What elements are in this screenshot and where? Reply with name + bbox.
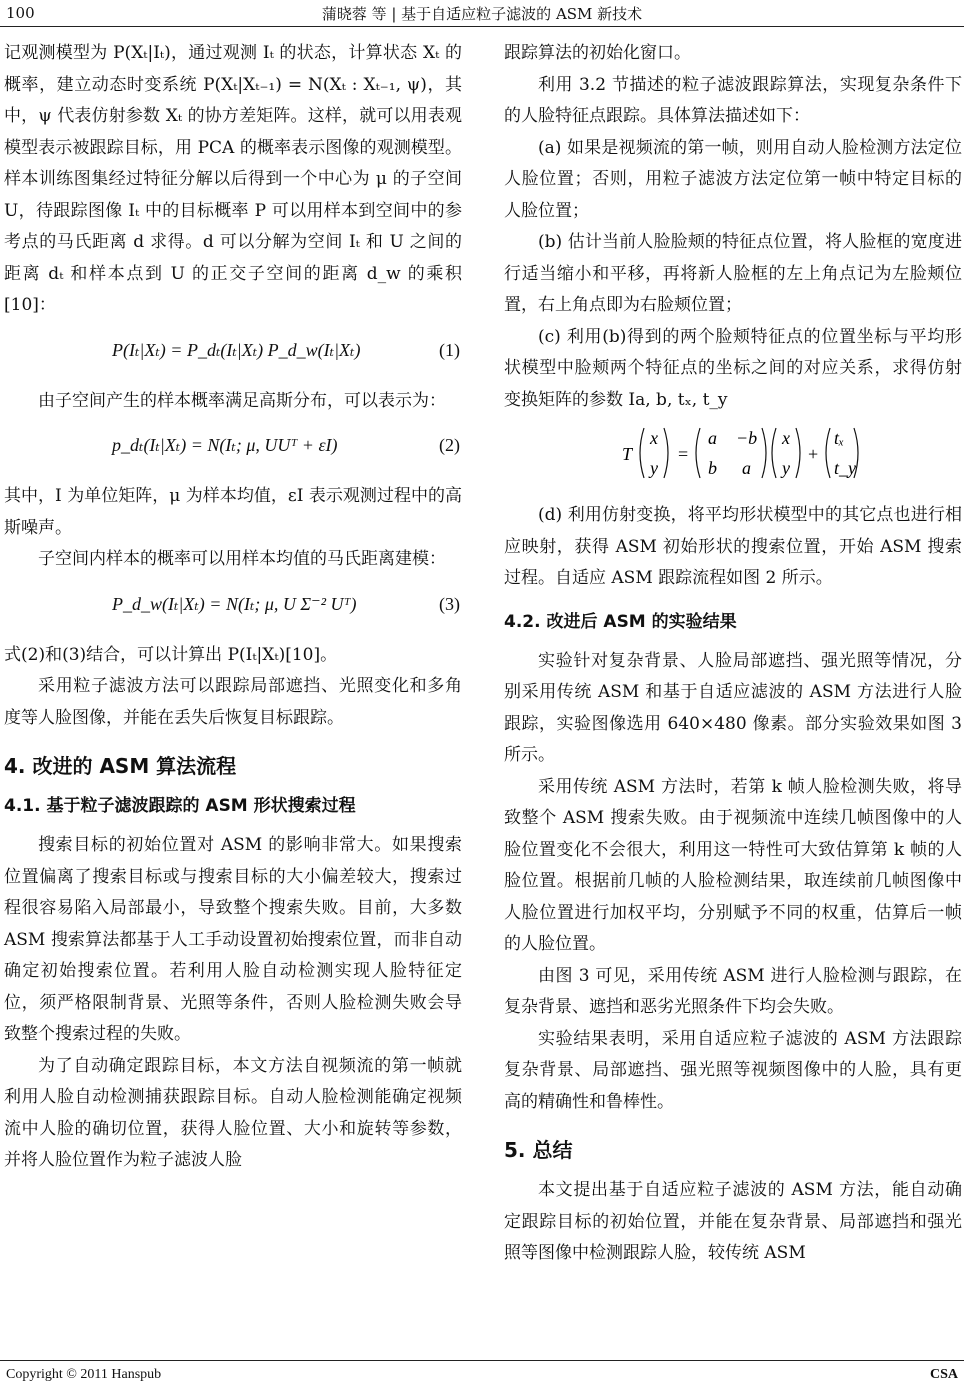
equation-2-number: (2) — [439, 435, 460, 455]
paragraph-observation-model: 记观测模型为 P(Xₜ|Iₜ)，通过观测 Iₜ 的状态，计算状态 Xₜ 的概率，建立动态时变系统 P(Xₜ|Xₜ₋₁) = N(Xₜ : Xₜ₋₁, ψ)，其中，ψ 代表仿射参数 Xₜ 的协方差矩阵。这样，就可以用表观模型表示被跟踪目标，用 PCA 的概率表示图像的观测模型。样本训练图集经过特征分解以后得到一个中心为 μ 的子空间 U，待跟踪图像 Iₜ 中的目标概率 P 可以用样本到空间中的参考点的马氏距离 d 求得。d 可以分解为空间 Iₜ 和 U 之间的距离 dₜ 和样本点到 U 的正交子空间的距离 d_w 的乘积[10]： — [4, 43, 462, 315]
paragraph-conclusion: 本文提出基于自适应粒子滤波的 ASM 方法，能自动确定跟踪目标的初始位置，并能在复杂背景、局部遮挡和强光照等图像中检测跟踪人脸，较传统 ASM — [504, 1180, 962, 1263]
paragraph-experiment: 实验针对复杂背景、人脸局部遮挡、强光照等情况，分别采用传统 ASM 和基于自适应滤波的 ASM 方法进行人脸跟踪，实验图像选用 640×480 像素。部分实验效果如图 3 所示。 — [504, 650, 962, 765]
paragraph-step-c: (c) 利用(b)得到的两个脸颊特征点的位置坐标与平均形状模型中脸颊两个特征点的坐标之间的对应关系，求得仿射变换矩阵的参数 Ia, b, tₓ, t_y — [504, 326, 962, 410]
matrix-rhs-y: y — [782, 458, 790, 478]
copyright-notice: Copyright © 2011 Hanspub — [6, 1367, 162, 1382]
matrix-ty: t_y — [834, 458, 856, 478]
matrix-a12: −b — [736, 428, 758, 448]
equation-1 — [4, 328, 462, 378]
paragraph-traditional-asm: 采用传统 ASM 方法时，若第 k 帧人脸检测失败，将导致整个 ASM 搜索失败。由于视频流中连续几帧图像中的人脸位置变化不会很大，利用这一特性可大致估算第 k 帧的人脸位置。根据前几帧的人脸检测结果，取连续前几帧图像中人脸位置进行加权平均，分别赋予不同的权重，估算后一帧的人脸位置。 — [504, 776, 962, 954]
right-column — [504, 38, 962, 1270]
paragraph-gaussian: 由子空间产生的样本概率满足高斯分布，可以表示为： — [38, 390, 446, 411]
paragraph-identity-matrix: 其中，I 为单位矩阵，μ 为样本均值，εI 表示观测过程中的高斯噪声。 — [4, 486, 462, 538]
svg-text:+: + — [808, 444, 819, 464]
section-heading-4: 4. 改进的 ASM 算法流程 — [4, 754, 237, 778]
matrix-T: T — [622, 444, 633, 464]
running-title: 蒲晓蓉 等 | 基于自适应粒子滤波的 ASM 新技术 — [321, 5, 643, 23]
matrix-a11: a — [708, 428, 717, 448]
matrix-a21: b — [708, 458, 717, 478]
matrix-rhs-x: x — [782, 428, 790, 448]
equation-2 — [4, 423, 462, 473]
paragraph-particle-filter: 采用粒子滤波方法可以跟踪局部遮挡、光照变化和多角度等人脸图像，并能在丢失后恢复目标跟踪。 — [4, 676, 462, 728]
paragraph-step-b: (b) 估计当前人脸脸颊的特征点位置，将人脸框的宽度进行适当缩小和平移，再将新人脸框的左上角点记为左脸颊位置，右上角点即为右脸颊位置； — [504, 232, 962, 315]
running-header — [0, 0, 964, 27]
equation-1-number: (1) — [439, 339, 460, 360]
equation-3 — [4, 582, 462, 632]
equation-3-expression: P_d_w(Iₜ|Xₜ) = N(Iₜ; μ, U Σ⁻² Uᵀ) — [112, 593, 357, 614]
page-number: 100 — [6, 4, 35, 22]
paragraph-figure3: 由图 3 可见，采用传统 ASM 进行人脸检测与跟踪，在复杂背景、遮挡和恶劣光照条件下均会失败。 — [504, 965, 962, 1017]
matrix-tx: tₓ — [834, 428, 845, 448]
journal-abbreviation: CSA — [929, 1367, 958, 1382]
paragraph-auto-detection: 为了自动确定跟踪目标，本文方法自视频流的第一帧就利用人脸自动检测捕获跟踪目标。自动人脸检测能确定视频流中人脸的确切位置，获得人脸位置、大小和旋转等参数，并将人脸位置作为粒子滤波人脸 — [4, 1055, 462, 1170]
equation-2-expression: p_dₜ(Iₜ|Xₜ) = N(Iₜ; μ, UUᵀ + εI) — [112, 435, 338, 455]
svg-text:=: = — [678, 444, 689, 464]
equation-1-expression: P(Iₜ|Xₜ) = P_dₜ(Iₜ|Xₜ) P_d_w(Iₜ|Xₜ) — [112, 339, 361, 360]
paragraph-step-d: (d) 利用仿射变换，将平均形状模型中的其它点也进行相应映射，获得 ASM 初始形状的搜索位置，开始 ASM 搜索过程。自适应 ASM 跟踪流程如图 2 所示。 — [504, 505, 962, 588]
section-heading-5: 5. 总结 — [504, 1138, 573, 1162]
equation-3-number: (3) — [439, 593, 460, 614]
paragraph-init-window: 跟踪算法的初始化窗口。 — [504, 43, 691, 63]
paragraph-results: 实验结果表明，采用自适应粒子滤波的 ASM 方法跟踪复杂背景、局部遮挡、强光照等视频图像中的人脸，具有更高的精确性和鲁棒性。 — [504, 1028, 962, 1112]
paragraph-algorithm-intro: 利用 3.2 节描述的粒子滤波跟踪算法，实现复杂条件下的人脸特征点跟踪。具体算法描述如下： — [504, 74, 962, 126]
paragraph-step-a: (a) 如果是视频流的第一帧，则用自动人脸检测方法定位人脸位置；否则，用粒子滤波方法定位第一帧中特定目标的人脸位置； — [504, 137, 962, 221]
matrix-lhs-x: x — [650, 428, 658, 448]
matrix-a22: a — [742, 458, 751, 478]
paragraph-initial-position: 搜索目标的初始位置对 ASM 的影响非常大。如果搜索位置偏离了搜索目标或与搜索目标的大小偏差较大，搜索过程很容易陷入局部最小，导致整个搜索失败。目前，大多数 ASM 搜索算法都基于人工手动设置初始搜索位置，而非自动确定初始搜索位置。若利用人脸自动检测实现人脸特征定位，须严格限制背景、光照等条件，否则人脸检测失败会导致整个搜索过程的失败。 — [4, 835, 462, 1044]
left-column — [4, 38, 462, 1177]
paragraph-subspace: 子空间内样本的概率可以用样本均值的马氏距离建模： — [38, 549, 446, 569]
matrix-lhs-y: y — [650, 458, 658, 478]
affine-matrix-equation — [504, 420, 962, 486]
page-footer — [0, 1360, 964, 1382]
section-heading-4-2: 4.2. 改进后 ASM 的实验结果 — [504, 611, 737, 632]
section-heading-4-1: 4.1. 基于粒子滤波跟踪的 ASM 形状搜索过程 — [4, 796, 356, 816]
paragraph-combine: 式(2)和(3)结合，可以计算出 P(Iₜ|Xₜ)[10]。 — [4, 644, 338, 665]
